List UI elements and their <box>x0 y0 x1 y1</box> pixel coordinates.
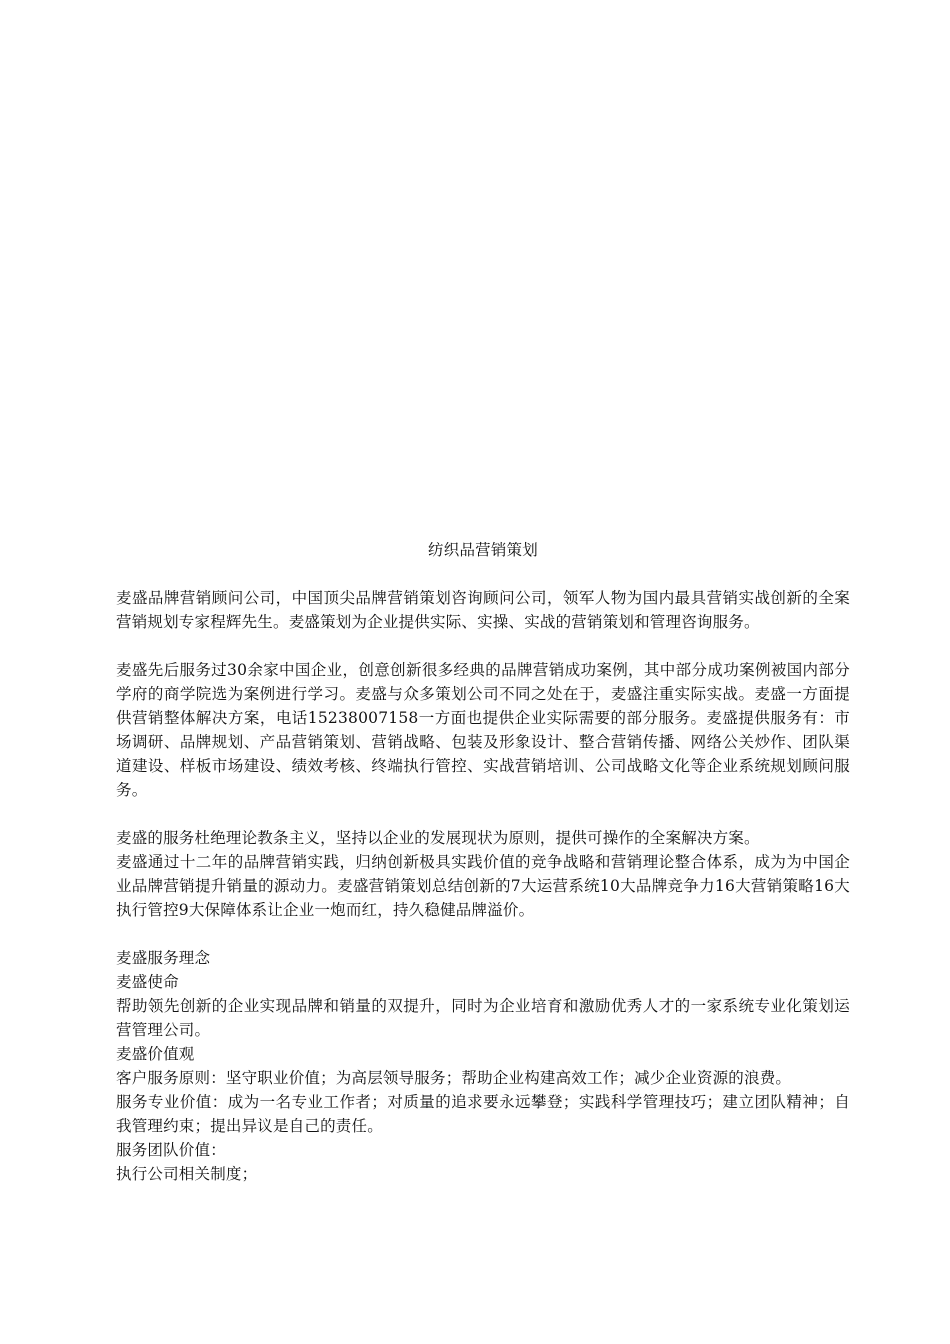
paragraph-principle: 麦盛的服务杜绝理论教条主义，坚持以企业的发展现状为原则，提供可操作的全案解决方案。 <box>116 829 760 847</box>
paragraph-gap <box>116 922 850 946</box>
paragraph-mission: 帮助领先创新的企业实现品牌和销量的双提升，同时为企业培育和激励优秀人才的一家系统专业化策划运营管理公司。 <box>116 997 850 1039</box>
heading-values: 麦盛价值观 <box>116 1045 195 1063</box>
paragraph-professional-value: 服务专业价值：成为一名专业工作者；对质量的追求要永远攀登；实践科学管理技巧；建立团队精神；自我管理约束；提出异议是自己的责任。 <box>116 1093 850 1135</box>
paragraph-client-principle: 客户服务原则：坚守职业价值；为高层领导服务；帮助企业构建高效工作；减少企业资源的浪费。 <box>116 1069 792 1087</box>
paragraph-company-intro: 麦盛品牌营销顾问公司，中国顶尖品牌营销策划咨询顾问公司，领军人物为国内最具营销实战创新的全案营销规划专家程辉先生。麦盛策划为企业提供实际、实操、实战的营销策划和管理咨询服务。 <box>116 589 850 631</box>
paragraph-services: 麦盛先后服务过30余家中国企业，创意创新很多经典的品牌营销成功案例，其中部分成功案例被国内部分学府的商学院选为案例进行学习。麦盛与众多策划公司不同之处在于，麦盛注重实际实战。麦盛一方面提供营销整体解决方案，电话15238007158一方面也提供企业实际需要的部分服务。麦盛提供服务有：市场调研、品牌规划、产品营销策划、营销战略、包装及形象设计、整合营销传播、网络公关炒作、团队渠道建设、样板市场建设、绩效考核、终端执行管控、实战营销培训、公司战略文化等企业系统规划顾问服务。 <box>116 661 850 799</box>
document-title: 纺织品营销策划 <box>428 541 538 559</box>
heading-mission: 麦盛使命 <box>116 973 179 991</box>
paragraph-gap <box>116 802 850 826</box>
paragraph-practice: 麦盛通过十二年的品牌营销实践，归纳创新极具实践价值的竞争战略和营销理论整合体系，成为为中国企业品牌营销提升销量的源动力。麦盛营销策划总结创新的7大运营系统10大品牌竞争力16大营销策略16大执行管控9大保障体系让企业一炮而红，持久稳健品牌溢价。 <box>116 853 850 919</box>
heading-service-philosophy: 麦盛服务理念 <box>116 949 211 967</box>
paragraph-gap <box>116 634 850 658</box>
document-body <box>116 538 850 1186</box>
paragraph-company-rules: 执行公司相关制度； <box>116 1165 258 1183</box>
paragraph-team-value: 服务团队价值： <box>116 1141 226 1159</box>
